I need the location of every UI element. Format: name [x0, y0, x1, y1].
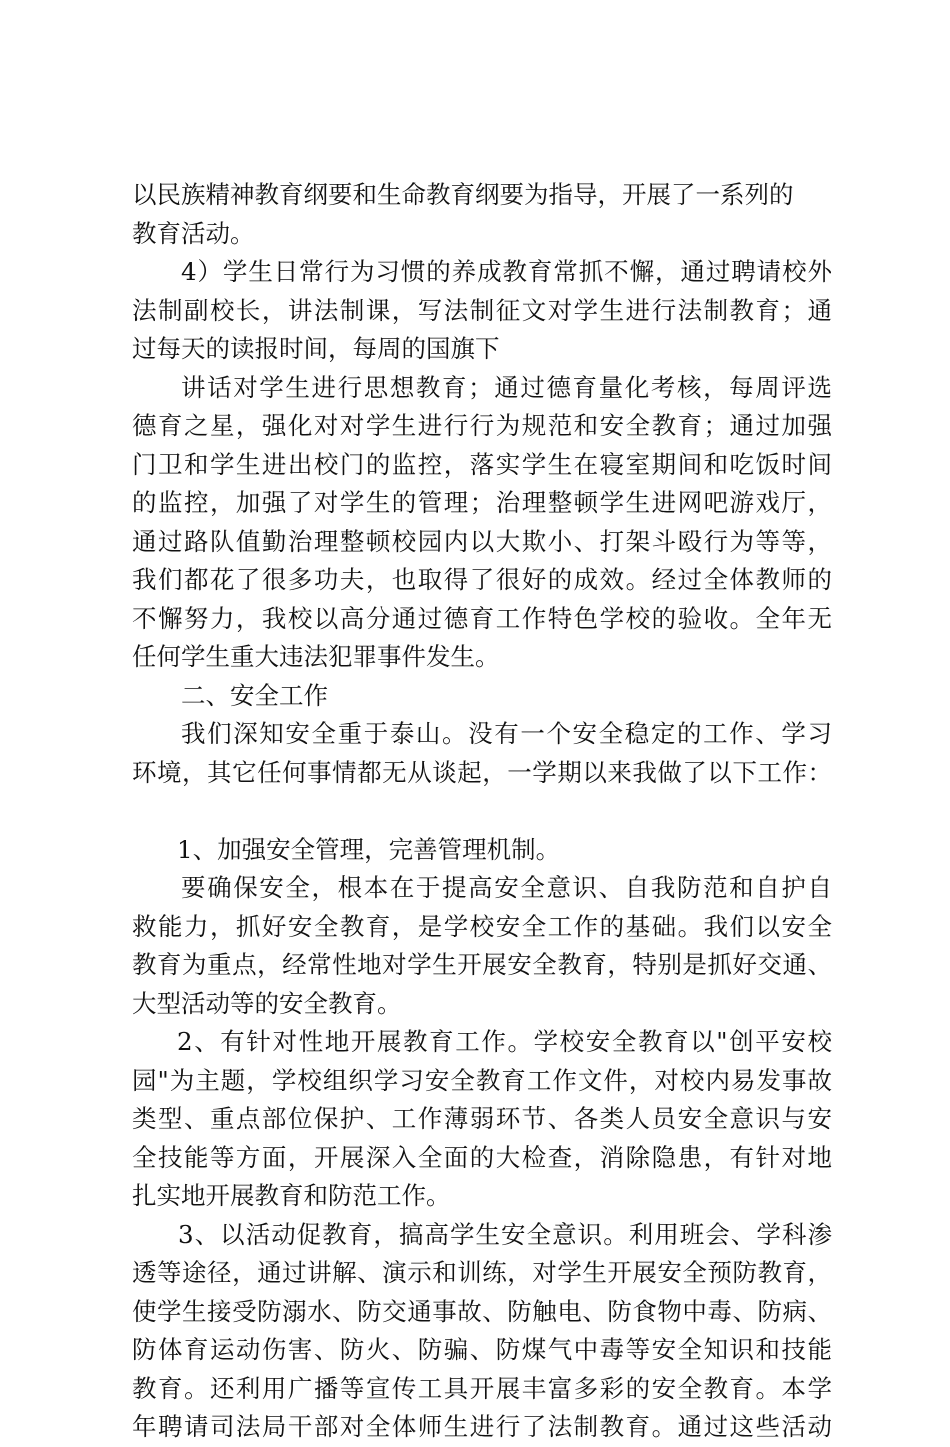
text-line: 大型活动等的安全教育。 [132, 988, 402, 1018]
document-body [132, 176, 832, 1447]
text-line: 门卫和学生进出校门的监控，落实学生在寝室期间和吃饭时间 [132, 449, 832, 479]
text-line: 使学生接受防溺水、防交通事故、防触电、防食物中毒、防病、 [132, 1296, 832, 1326]
text-line: 我们都花了很多功夫，也取得了很好的成效。经过全体教师的 [132, 565, 832, 594]
text-line: 通过路队值勤治理整顿校园内以大欺小、打架斗殴行为等等， [132, 526, 832, 556]
text-line: 防体育运动伤害、防火、防骗、防煤气中毒等安全知识和技能 [132, 1335, 832, 1364]
paragraph-start-line: 3、以活动促教育，搞高学生安全意识。利用班会、学科渗 [178, 1219, 832, 1249]
paragraph-start-line: 4）学生日常行为习惯的养成教育常抓不懈，通过聘请校外 [181, 257, 832, 286]
text-line: 的监控，加强了对学生的管理；治理整顿学生进网吧游戏厅， [132, 488, 832, 517]
text-line: 不懈努力，我校以高分通过德育工作特色学校的验收。全年无 [132, 603, 832, 633]
text-line: 法制副校长，讲法制课，写法制征文对学生进行法制教育；通 [132, 295, 832, 325]
text-line: 教育。还利用广播等宣传工具开展丰富多彩的安全教育。本学 [132, 1373, 832, 1403]
text-line: 类型、重点部位保护、工作薄弱环节、各类人员安全意识与安 [132, 1104, 832, 1133]
text-line: 扎实地开展教育和防范工作。 [132, 1181, 451, 1210]
paragraph-start-line: 讲话对学生进行思想教育；通过德育量化考核，每周评选 [181, 372, 832, 402]
text-line: 救能力，抓好安全教育，是学校安全工作的基础。我们以安全 [132, 911, 832, 941]
paragraph-start-line: 2、有针对性地开展教育工作。学校安全教育以"创平安校 [177, 1027, 832, 1056]
blank-line [132, 792, 832, 831]
text-line: 教育为重点，经常性地对学生开展安全教育，特别是抓好交通、 [132, 950, 832, 979]
section-heading: 二、安全工作 [181, 680, 328, 710]
text-line: 以民族精神教育纲要和生命教育纲要为指导，开展了一系列的 [132, 180, 794, 209]
subsection-heading: 1、加强安全管理，完善管理机制。 [177, 834, 561, 864]
text-line: 德育之星，强化对对学生进行行为规范和安全教育；通过加强 [132, 411, 832, 440]
text-line: 全技能等方面，开展深入全面的大检查，消除隐患，有针对地 [132, 1142, 832, 1172]
text-line: 透等途径，通过讲解、演示和训练，对学生开展安全预防教育， [132, 1258, 832, 1287]
paragraph-start-line: 要确保安全，根本在于提高安全意识、自我防范和自护自 [181, 873, 832, 902]
text-line: 年聘请司法局干部对全体师生进行了法制教育。通过这些活动 [132, 1412, 832, 1441]
text-line: 任何学生重大违法犯罪事件发生。 [132, 642, 500, 671]
text-line: 环境，其它任何事情都无从谈起，一学期以来我做了以下工作： [132, 757, 832, 787]
text-line: 过每天的读报时间，每周的国旗下 [132, 334, 500, 363]
text-line: 园"为主题，学校组织学习安全教育工作文件，对校内易发事故 [132, 1065, 832, 1095]
paragraph-start-line: 我们深知安全重于泰山。没有一个安全稳定的工作、学习 [181, 719, 832, 748]
text-line: 教育活动。 [132, 218, 255, 248]
